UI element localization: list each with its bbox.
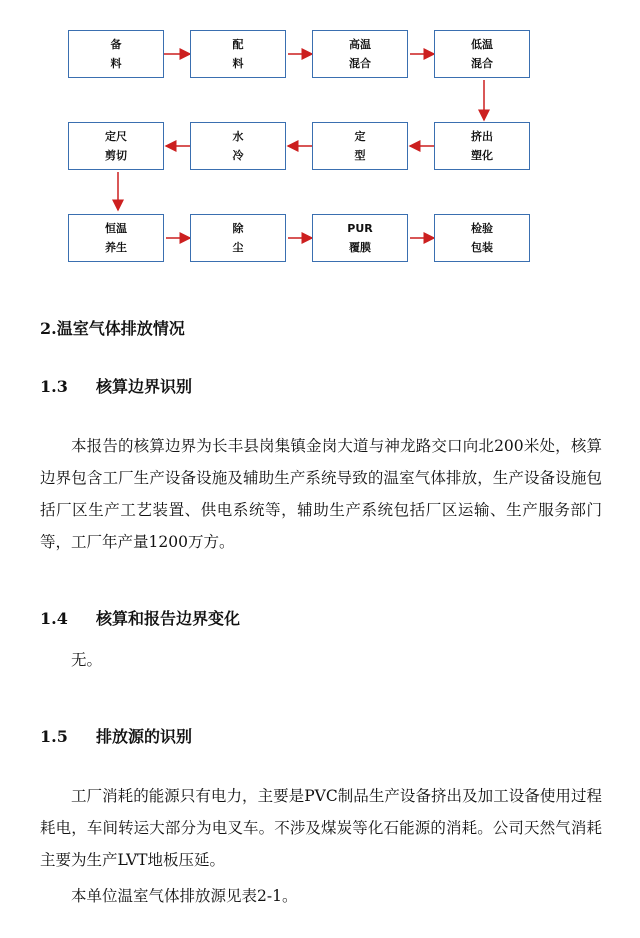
section-title: 排放源的识别 — [96, 727, 193, 746]
flow-step-pur-coating — [312, 214, 408, 262]
flow-step-line1: PUR — [347, 221, 373, 235]
flow-step-curing — [68, 214, 164, 262]
flow-step-line1: 配 — [232, 37, 244, 51]
section-title: 核算边界识别 — [96, 377, 193, 396]
flow-step-hot-mixing — [312, 30, 408, 78]
flow-step-water-cooling — [190, 122, 286, 170]
flow-step-line2: 覆膜 — [349, 240, 371, 254]
flow-step-line2: 型 — [354, 148, 366, 162]
section-1-5-body: 工厂消耗的能源只有电力，主要是PVC制品生产设备挤出及加工设备使用过程耗电，车间转运大部分为电叉车。不涉及煤炭等化石能源的消耗。公司天然气消耗主要为生产LVT地板压延。 — [40, 787, 602, 869]
section-number: 1.5 — [40, 727, 68, 746]
flow-step-line1: 挤出 — [471, 129, 493, 143]
section-1-4-heading — [40, 606, 240, 629]
flow-step-batching — [190, 30, 286, 78]
section-title: 核算和报告边界变化 — [96, 609, 241, 628]
flow-step-line1: 备 — [110, 37, 122, 51]
flow-step-line1: 除 — [232, 221, 244, 235]
section-number: 1.3 — [40, 377, 68, 396]
flow-step-line2: 养生 — [105, 240, 127, 254]
flow-step-cutting — [68, 122, 164, 170]
flow-step-inspection-packing — [434, 214, 530, 262]
flow-step-line2: 尘 — [232, 240, 244, 254]
section-1-3-heading — [40, 374, 192, 397]
section-1-3-body: 本报告的核算边界为长丰县岗集镇金岗大道与神龙路交口向北200米处，核算边界包含工厂生产设备设施及辅助生产系统导致的温室气体排放，生产设备设施包括厂区生产工艺装置、供电系统等，辅助生产系统包括厂区运输、生产服务部门等，工厂年产量1200万方。 — [40, 437, 602, 551]
flow-step-line2: 冷 — [232, 148, 244, 162]
flow-step-dust-removal — [190, 214, 286, 262]
flow-step-line1: 检验 — [471, 221, 493, 235]
flow-step-line1: 高温 — [349, 37, 371, 51]
section-1-4-body: 无。 — [71, 651, 103, 669]
flow-step-line2: 料 — [110, 56, 122, 70]
flow-step-shaping — [312, 122, 408, 170]
flow-step-line1: 水 — [232, 129, 244, 143]
flow-step-line1: 低温 — [471, 37, 493, 51]
flow-step-extrusion — [434, 122, 530, 170]
flow-step-line2: 混合 — [349, 56, 371, 70]
flow-step-line1: 定 — [354, 129, 366, 143]
flow-step-line2: 塑化 — [471, 148, 493, 162]
flow-step-line2: 剪切 — [105, 148, 127, 162]
flow-step-line2: 混合 — [471, 56, 493, 70]
flow-step-line2: 料 — [232, 56, 244, 70]
process-flowchart — [0, 0, 640, 300]
flow-step-line1: 定尺 — [105, 129, 127, 143]
section-1-5-note: 本单位温室气体排放源见表2-1。 — [71, 887, 298, 905]
flow-step-cold-mixing — [434, 30, 530, 78]
section-number: 1.4 — [40, 609, 68, 628]
section-1-5-heading — [40, 724, 192, 747]
section-2-title: 2.温室气体排放情况 — [40, 319, 185, 338]
flow-step-material-prep — [68, 30, 164, 78]
flow-step-line1: 恒温 — [105, 221, 127, 235]
flow-step-line2: 包装 — [471, 240, 493, 254]
